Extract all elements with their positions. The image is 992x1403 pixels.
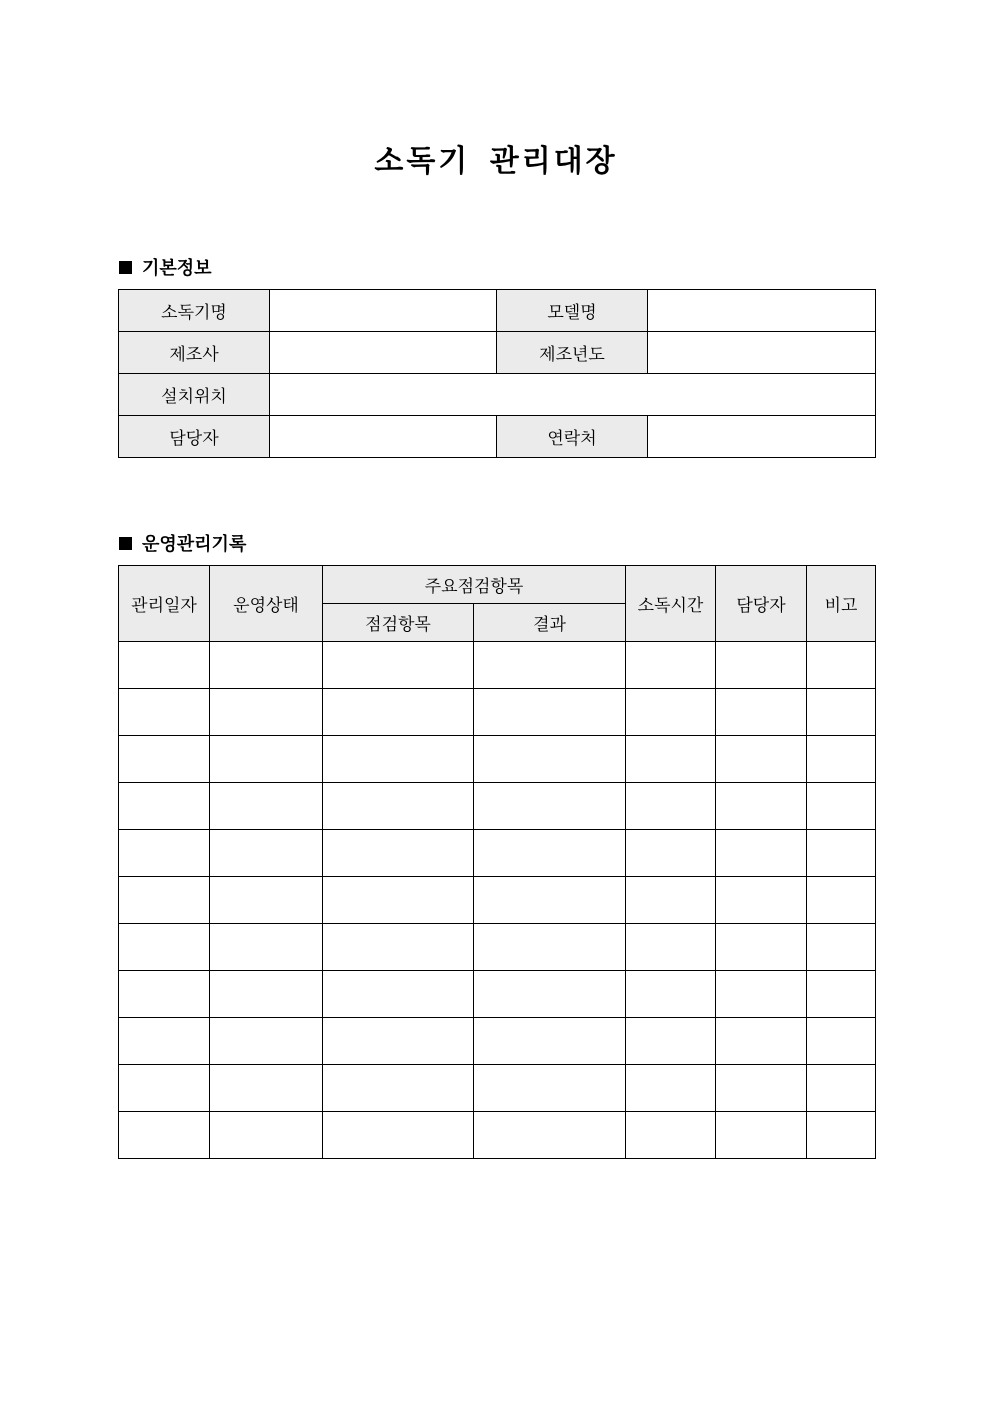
cell-remarks[interactable] (807, 1112, 876, 1159)
cell-status[interactable] (210, 830, 323, 877)
cell-result[interactable] (474, 1018, 626, 1065)
cell-sterilization-time[interactable] (626, 830, 716, 877)
cell-manager[interactable] (716, 736, 807, 783)
label-manufacturer: 제조사 (119, 332, 270, 374)
page-title: 소독기 관리대장 (374, 144, 618, 179)
value-install-location[interactable] (270, 374, 876, 416)
cell-result[interactable] (474, 1065, 626, 1112)
cell-manager[interactable] (716, 1112, 807, 1159)
cell-remarks[interactable] (807, 689, 876, 736)
cell-sterilization-time[interactable] (626, 1065, 716, 1112)
cell-status[interactable] (210, 1112, 323, 1159)
cell-sterilization-time[interactable] (626, 877, 716, 924)
cell-remarks[interactable] (807, 971, 876, 1018)
cell-date[interactable] (119, 924, 210, 971)
operation-log-body (119, 642, 876, 1159)
cell-date[interactable] (119, 830, 210, 877)
cell-sterilization-time[interactable] (626, 1112, 716, 1159)
cell-inspection-item[interactable] (323, 830, 474, 877)
header-remarks: 비고 (807, 566, 876, 642)
header-manager: 담당자 (716, 566, 807, 642)
cell-manager[interactable] (716, 924, 807, 971)
cell-manager[interactable] (716, 689, 807, 736)
header-date: 관리일자 (119, 566, 210, 642)
cell-inspection-item[interactable] (323, 971, 474, 1018)
table-row (119, 971, 876, 1018)
cell-date[interactable] (119, 971, 210, 1018)
label-contact: 연락처 (497, 416, 648, 458)
header-result: 결과 (474, 604, 626, 642)
table-row (119, 689, 876, 736)
cell-result[interactable] (474, 642, 626, 689)
cell-status[interactable] (210, 736, 323, 783)
table-row (119, 1018, 876, 1065)
cell-result[interactable] (474, 736, 626, 783)
cell-status[interactable] (210, 689, 323, 736)
value-contact[interactable] (648, 416, 876, 458)
label-install-location: 설치위치 (119, 374, 270, 416)
cell-manager[interactable] (716, 877, 807, 924)
cell-result[interactable] (474, 783, 626, 830)
operation-log-heading-text: 운영관리기록 (142, 534, 247, 555)
cell-status[interactable] (210, 1018, 323, 1065)
header-sterilization-time: 소독시간 (626, 566, 716, 642)
cell-result[interactable] (474, 689, 626, 736)
cell-manager[interactable] (716, 1065, 807, 1112)
header-inspection-item: 점검항목 (323, 604, 474, 642)
label-model-name: 모델명 (497, 290, 648, 332)
cell-result[interactable] (474, 830, 626, 877)
cell-result[interactable] (474, 924, 626, 971)
cell-remarks[interactable] (807, 736, 876, 783)
label-manager: 담당자 (119, 416, 270, 458)
table-row (119, 877, 876, 924)
cell-inspection-item[interactable] (323, 689, 474, 736)
header-inspection-group: 주요점검항목 (323, 566, 626, 604)
cell-result[interactable] (474, 971, 626, 1018)
table-row (119, 642, 876, 689)
cell-manager[interactable] (716, 830, 807, 877)
cell-status[interactable] (210, 1065, 323, 1112)
cell-remarks[interactable] (807, 1018, 876, 1065)
cell-sterilization-time[interactable] (626, 689, 716, 736)
square-bullet-icon (119, 261, 132, 274)
basic-info-heading (119, 254, 212, 280)
cell-inspection-item[interactable] (323, 1018, 474, 1065)
cell-date[interactable] (119, 1112, 210, 1159)
cell-manager[interactable] (716, 783, 807, 830)
cell-sterilization-time[interactable] (626, 642, 716, 689)
cell-date[interactable] (119, 1018, 210, 1065)
header-status: 운영상태 (210, 566, 323, 642)
cell-inspection-item[interactable] (323, 924, 474, 971)
cell-date[interactable] (119, 877, 210, 924)
cell-inspection-item[interactable] (323, 642, 474, 689)
cell-manager[interactable] (716, 971, 807, 1018)
cell-remarks[interactable] (807, 830, 876, 877)
cell-manager[interactable] (716, 1018, 807, 1065)
table-row (119, 924, 876, 971)
cell-inspection-item[interactable] (323, 1112, 474, 1159)
cell-date[interactable] (119, 1065, 210, 1112)
basic-info-table (118, 289, 876, 458)
cell-inspection-item[interactable] (323, 877, 474, 924)
cell-date[interactable] (119, 736, 210, 783)
cell-status[interactable] (210, 924, 323, 971)
cell-inspection-item[interactable] (323, 783, 474, 830)
cell-remarks[interactable] (807, 783, 876, 830)
table-row (119, 783, 876, 830)
value-manager[interactable] (270, 416, 497, 458)
cell-status[interactable] (210, 642, 323, 689)
cell-result[interactable] (474, 877, 626, 924)
cell-status[interactable] (210, 783, 323, 830)
cell-status[interactable] (210, 877, 323, 924)
cell-date[interactable] (119, 783, 210, 830)
cell-result[interactable] (474, 1112, 626, 1159)
operation-log-table (118, 565, 876, 1159)
cell-remarks[interactable] (807, 877, 876, 924)
cell-status[interactable] (210, 971, 323, 1018)
cell-inspection-item[interactable] (323, 736, 474, 783)
basic-info-heading-text: 기본정보 (142, 258, 212, 279)
cell-remarks[interactable] (807, 1065, 876, 1112)
cell-date[interactable] (119, 642, 210, 689)
value-manufacturer[interactable] (270, 332, 497, 374)
cell-sterilization-time[interactable] (626, 924, 716, 971)
table-row (119, 1065, 876, 1112)
value-model-name[interactable] (648, 290, 876, 332)
cell-sterilization-time[interactable] (626, 971, 716, 1018)
cell-inspection-item[interactable] (323, 1065, 474, 1112)
table-row (119, 830, 876, 877)
value-sterilizer-name[interactable] (270, 290, 497, 332)
cell-sterilization-time[interactable] (626, 1018, 716, 1065)
table-row (119, 736, 876, 783)
table-row (119, 1112, 876, 1159)
cell-sterilization-time[interactable] (626, 736, 716, 783)
value-manufacture-year[interactable] (648, 332, 876, 374)
cell-remarks[interactable] (807, 924, 876, 971)
cell-sterilization-time[interactable] (626, 783, 716, 830)
cell-remarks[interactable] (807, 642, 876, 689)
cell-manager[interactable] (716, 642, 807, 689)
cell-date[interactable] (119, 689, 210, 736)
label-sterilizer-name: 소독기명 (119, 290, 270, 332)
square-bullet-icon (119, 537, 132, 550)
label-manufacture-year: 제조년도 (497, 332, 648, 374)
operation-log-heading (119, 530, 246, 556)
